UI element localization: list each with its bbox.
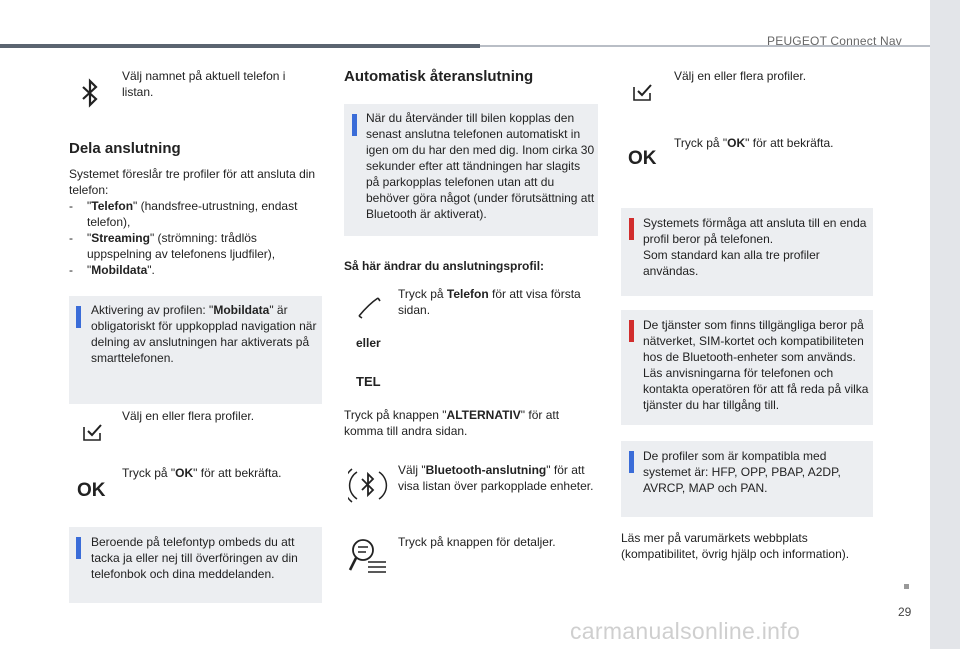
warning-text-services: De tjänster som finns tillgängliga beror på nätverket, SIM-kortet och kompatibiliteten hos de Bluetooth-enheter som används. Läs anvisningarna för telefonen och kontakta operatören för att få reda på vilka tjänster du har tillgång till. [643,318,869,412]
info-box-phonebook [69,527,322,603]
warning-icon [629,218,634,240]
bluetooth-icon [80,78,100,108]
list-item: - "Streaming" (strömning: trådlös uppspelning av telefonens ljudfiler), [69,230,324,262]
or-label: eller [356,336,381,350]
list-item: - "Telefon" (handsfree-utrustning, endast telefon), [69,198,324,230]
section-title-reconnect: Automatisk återanslutning [344,68,534,85]
details-search-list-icon [348,536,388,578]
info-box-mobildata [69,296,322,404]
page-edge-strip [930,0,960,649]
more-info-text: Läs mer på varumärkets webbplats (kompatibilitet, övrig hjälp och information). [621,531,850,561]
info-icon [352,114,357,136]
profiles-intro: Systemet föreslår tre profiler för att ansluta din telefon: [69,167,316,197]
options-button-text: Tryck på knappen "ALTERNATIV" för att komma till andra sidan. [344,408,560,438]
info-box-reconnect [344,104,598,236]
phone-handset-icon [356,296,382,320]
info-text-compatible: De profiler som är kompatibla med systemet är: HFP, OPP, PBAP, A2DP, AVRCP, MAP och PAN. [643,449,841,495]
select-profiles-text: Välj en eller flera profiler. [674,69,807,83]
ok-icon: OK [628,148,657,169]
section-title-share: Dela anslutning [69,140,181,157]
info-icon [76,306,81,328]
confirm-ok-text: Tryck på "OK" för att bekräfta. [122,466,282,480]
info-icon [76,537,81,559]
info-text-mobildata: Aktivering av profilen: "Mobildata" är obligatoriskt för uppkopplad navigation när delning av anslutningen har aktiverats på smarttelefonen. [91,303,317,365]
pick-phone-text: Välj namnet på aktuell telefon i listan. [122,69,286,99]
warning-box-services [621,310,873,425]
tel-button-icon: TEL [356,374,381,389]
details-text: Tryck på knappen för detaljer. [398,535,556,549]
page-number: 29 [898,605,912,619]
brand-title: PEUGEOT Connect Nav [767,34,902,48]
select-profiles-text: Välj en eller flera profiler. [122,409,255,423]
info-text-phonebook: Beroende på telefontyp ombeds du att tacka ja eller nej till överföringen av din telefonbok och dina meddelanden. [91,535,298,581]
profiles-intro-block [69,166,324,278]
subheading-change-profile: Så här ändrar du anslutningsprofil: [344,259,545,273]
bluetooth-connection-icon [348,466,388,506]
warning-text-profile: Systemets förmåga att ansluta till en enda profil beror på telefonen. Som standard kan alla tre profiler användas. [643,216,867,278]
warning-icon [629,320,634,342]
checkbox-icon [632,84,654,102]
ok-icon: OK [77,480,106,501]
info-box-compatible [621,441,873,517]
warning-box-profile [621,208,873,296]
continuation-marker [904,584,909,589]
list-item: - "Mobildata". [69,262,324,278]
select-bluetooth-text: Välj "Bluetooth-anslutning" för att visa listan över parkopplade enheter. [398,463,594,493]
tap-phone-text: Tryck på Telefon för att visa första sidan. [398,287,581,317]
header-bar [0,44,480,48]
watermark: carmanualsonline.info [570,618,801,644]
info-icon [629,451,634,473]
profile-list [69,198,324,278]
confirm-ok-text: Tryck på "OK" för att bekräfta. [674,136,834,150]
info-text-reconnect: När du återvänder till bilen kopplas den senast anslutna telefonen automatiskt in igen om du har den med dig. Inom cirka 30 sekunder efter att tändningen har slagits på parkopplas telefonen utan att du behöver göra något (under förutsättning att Bluetooth är aktiverat). [366,111,595,221]
checkbox-icon [82,424,104,442]
